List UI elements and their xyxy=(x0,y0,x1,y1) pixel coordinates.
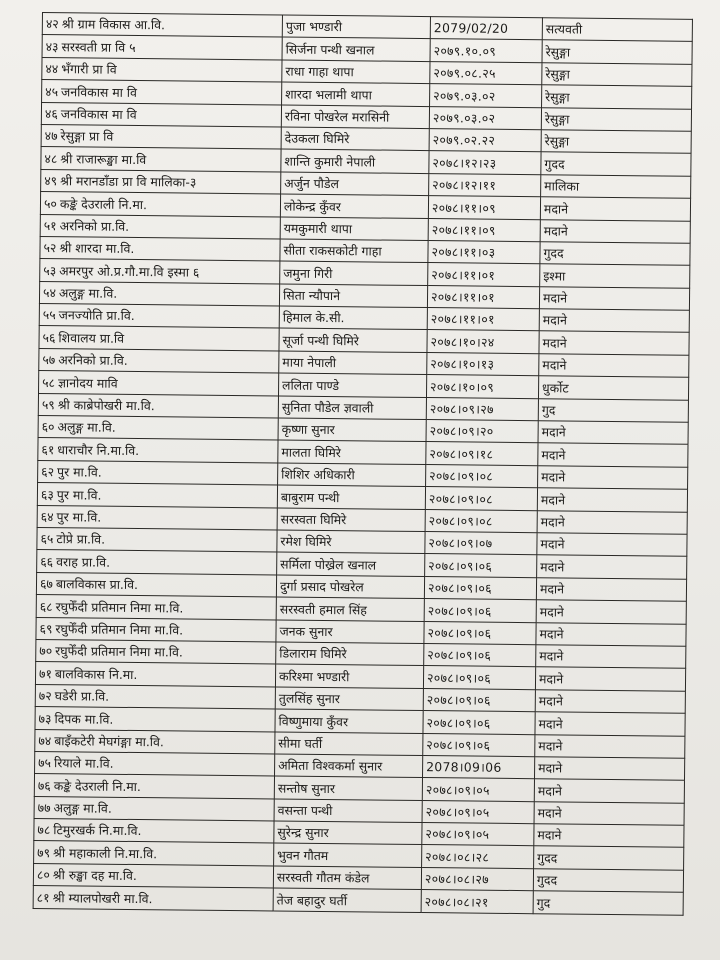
teacher-name: सन्तोष सुनार xyxy=(274,776,422,800)
school-cell xyxy=(39,326,279,351)
school-name: सरस्वती प्रा वि ५ xyxy=(61,38,136,55)
serial-number: ४५ xyxy=(45,83,59,99)
serial-number: ६४ xyxy=(40,508,54,525)
serial-number: ६३ xyxy=(40,486,54,502)
teacher-name: सर्मिला पोख्रेल खनाल xyxy=(277,552,425,576)
school-name: अरनिको प्रा.वि. xyxy=(59,218,130,234)
teacher-name: सिता न्यौपाने xyxy=(279,284,427,308)
teacher-name: राधा गाहा थापा xyxy=(282,60,430,84)
teacher-name: तुलसिंह सुनार xyxy=(275,687,423,711)
location: मदाने xyxy=(537,533,687,557)
appointment-date: २०७८।११।०९ xyxy=(428,196,540,220)
school-name: अमरपुर ओ.प्र.गौ.मा.वि इस्मा ६ xyxy=(59,262,200,280)
school-cell xyxy=(36,639,276,664)
appointment-date: २०७८।०९।०६ xyxy=(423,711,535,735)
serial-number: ४९ xyxy=(44,173,58,189)
school-name: श्री रुङ्खा दह मा.वि. xyxy=(52,867,137,884)
location: रेसुङ्गा xyxy=(541,107,691,131)
school-name: श्री शारदा मा.वि. xyxy=(59,240,135,257)
school-cell xyxy=(37,505,277,530)
appointment-date: २०७९.०३.०२ xyxy=(429,106,541,130)
school-cell xyxy=(39,348,279,373)
school-cell xyxy=(38,438,278,463)
teacher-name: पुजा भण्डारी xyxy=(282,15,430,39)
school-name: श्री ग्राम विकास आ.वि. xyxy=(61,16,166,33)
appointment-date: २०७९.१०.०९ xyxy=(430,39,542,63)
serial-number: ८१ xyxy=(36,889,50,905)
school-cell xyxy=(37,483,277,508)
appointment-date: २०७८।०९।०५ xyxy=(422,823,534,847)
school-cell xyxy=(41,124,281,149)
teacher-name: सरस्वती हमाल सिंह xyxy=(276,597,424,621)
teacher-name: हिमाल के.सी. xyxy=(279,306,427,330)
school-name: अलुङ्ग मा.वि. xyxy=(57,419,116,436)
teacher-name: रविना पोखरेल मरासिनी xyxy=(281,105,429,129)
appointment-date: २०७८।०९।२० xyxy=(426,420,538,444)
appointment-date: २०७८।०८।२८ xyxy=(422,845,534,869)
school-name: पुर मा.वि. xyxy=(56,464,102,480)
school-cell xyxy=(34,774,274,799)
serial-number: ७२ xyxy=(38,688,52,704)
school-name: कङ्के देउराली नि.मा. xyxy=(59,195,148,212)
serial-number: ५७ xyxy=(42,352,56,368)
teacher-name: वसन्ता पन्थी xyxy=(274,799,422,823)
appointment-date: २०७८।०९।०६ xyxy=(423,688,535,712)
school-cell xyxy=(42,35,282,60)
location: इश्मा xyxy=(540,264,690,288)
school-name: रेसुङ्गा प्रा वि xyxy=(60,128,114,145)
serial-number: ६५ xyxy=(40,531,54,547)
teacher-name: माया नेपाली xyxy=(279,351,427,375)
serial-number: ५० xyxy=(43,195,57,211)
teacher-name: सीता राकसकोटी गाहा xyxy=(280,239,428,263)
appointment-date: २०७८।०९।०६ xyxy=(424,621,536,645)
school-cell xyxy=(36,595,276,620)
school-name: रियाले मा.वि. xyxy=(53,755,114,772)
serial-number: ७७ xyxy=(37,800,51,816)
location: रेसुङ्गा xyxy=(542,63,692,87)
serial-number: ७३ xyxy=(38,710,52,726)
serial-number: ६८ xyxy=(39,598,53,614)
location: मदाने xyxy=(539,309,689,333)
teacher-roster-page xyxy=(33,12,692,915)
school-name: रघुफेँदी प्रतिमान निमा मा.वि. xyxy=(55,598,184,616)
location: रेसुङ्गा xyxy=(542,40,692,64)
school-name: पुर मा.वि. xyxy=(56,486,102,503)
appointment-date: २०७८।०९।०६ xyxy=(424,599,536,623)
location: गुद xyxy=(538,398,688,422)
school-cell xyxy=(35,662,275,687)
school-name: टिमुरखर्क नि.मा.वि. xyxy=(53,822,142,839)
school-cell xyxy=(41,147,281,172)
appointment-date: २०७८।१०।२४ xyxy=(427,330,539,354)
school-cell xyxy=(41,169,281,194)
school-name: टोप्रे प्रा.वि. xyxy=(56,531,106,548)
appointment-date: २०७८।०९।०८ xyxy=(425,509,537,533)
teacher-name: विष्णुमाया कुँवर xyxy=(275,709,423,733)
serial-number: ७६ xyxy=(37,777,51,793)
school-name: रघुफेँदी प्रतिमान निमा मा.वि. xyxy=(55,621,184,638)
location: मदाने xyxy=(539,354,689,378)
teacher-name: सरस्वता घिमिरे xyxy=(277,508,425,532)
location: मदाने xyxy=(539,286,689,310)
serial-number: ५५ xyxy=(42,307,56,323)
serial-number: ७५ xyxy=(38,755,52,771)
location: मदाने xyxy=(534,824,684,848)
school-name: श्री महाकाली नि.मा.वि. xyxy=(53,845,158,862)
appointment-date: २०७८।०९।०६ xyxy=(424,643,536,667)
location: मदाने xyxy=(538,443,688,467)
appointment-date: २०७८।०९।१८ xyxy=(426,442,538,466)
location: मदाने xyxy=(536,600,686,624)
serial-number: ६० xyxy=(41,419,55,435)
location: मदाने xyxy=(535,734,685,758)
appointment-date: २०७८।०९।०६ xyxy=(424,576,536,600)
location: गुदद xyxy=(541,152,691,176)
appointment-date: २०७८।०८।२७ xyxy=(421,867,533,891)
school-name: कङ्के देउराली नि.मा. xyxy=(53,777,141,794)
roster-body xyxy=(33,13,692,915)
location: गुदद xyxy=(540,242,690,266)
serial-number: ५२ xyxy=(43,240,57,256)
teacher-name: शारदा भलामी थापा xyxy=(282,82,430,106)
teacher-name: डिलाराम घिमिरे xyxy=(276,642,424,666)
location: मालिका xyxy=(541,174,691,198)
location: गुदद xyxy=(533,869,683,893)
appointment-date: 2079/02/20 xyxy=(430,17,542,41)
serial-number: ६२ xyxy=(41,464,55,480)
school-cell xyxy=(39,281,279,306)
teacher-name: शिशिर अधिकारी xyxy=(278,463,426,487)
school-name: शिवालय प्रा.वि xyxy=(58,330,125,346)
school-cell xyxy=(39,371,279,396)
location: धुर्कोट xyxy=(538,376,688,400)
appointment-date: २०७८।०९।०८ xyxy=(425,487,537,511)
school-name: अलुङ्ग मा.वि. xyxy=(58,285,118,301)
appointment-date: २०७९.०२.२२ xyxy=(429,129,541,153)
serial-number: ४८ xyxy=(44,150,58,166)
location: मदाने xyxy=(538,421,688,445)
appointment-date: २०७९.०३.०२ xyxy=(430,84,542,108)
location: मदाने xyxy=(534,757,684,781)
school-cell xyxy=(33,863,273,888)
school-cell xyxy=(40,192,280,217)
teacher-name: बाबुराम पन्थी xyxy=(277,485,425,509)
appointment-date: २०७८।०९।०७ xyxy=(425,532,537,556)
serial-number: ८० xyxy=(36,867,50,883)
school-cell xyxy=(40,236,280,261)
school-cell xyxy=(42,13,282,38)
location: रेसुङ्गा xyxy=(542,85,692,109)
school-cell xyxy=(35,729,275,754)
school-cell xyxy=(37,550,277,575)
school-cell xyxy=(42,57,282,82)
serial-number: ६९ xyxy=(39,620,53,637)
serial-number: ४३ xyxy=(45,38,59,54)
appointment-date: 2078।09।06 xyxy=(423,755,535,779)
school-name: रघुफेँदी प्रतिमान निमा मा.वि. xyxy=(55,643,183,660)
teacher-name: सरस्वती गौतम कंडेल xyxy=(273,866,421,890)
appointment-date: २०७८।०९।०५ xyxy=(422,778,534,802)
appointment-date: २०७८।०९।०५ xyxy=(422,800,534,824)
serial-number: ७९ xyxy=(37,844,51,860)
location: रेसुङ्गा xyxy=(541,130,691,154)
school-name: पुर मा.वि. xyxy=(56,509,102,525)
teacher-name: शान्ति कुमारी नेपाली xyxy=(281,149,429,173)
location: मदाने xyxy=(536,645,686,669)
location: मदाने xyxy=(535,667,685,691)
school-name: बालविकास प्रा.वि. xyxy=(55,576,139,593)
serial-number: ५६ xyxy=(42,329,56,346)
appointment-date: २०७८।०९।०६ xyxy=(425,554,537,578)
serial-number: ५१ xyxy=(43,217,57,234)
appointment-date: २०७८।११।०१ xyxy=(427,308,539,332)
school-name: बालविकास नि.मा. xyxy=(54,665,138,682)
teacher-name: यमकुमारी थापा xyxy=(280,217,428,241)
teacher-name: अर्जुन पौडेल xyxy=(281,172,429,196)
appointment-date: २०७८।११।०१ xyxy=(428,263,540,287)
serial-number: ५३ xyxy=(43,262,57,278)
school-name: श्री राजारूङ्खा मा.वि xyxy=(60,150,147,167)
appointment-date: २०७८।१०।१३ xyxy=(427,352,539,376)
school-name: दिपक मा.वि. xyxy=(54,710,114,727)
serial-number: ७१ xyxy=(38,665,53,681)
school-name: बाइँकटेरी मेघगंङ्गा मा.वि. xyxy=(54,733,164,750)
serial-number: ७० xyxy=(39,643,53,659)
school-cell xyxy=(36,572,276,597)
appointment-date: २०७८।०८।२१ xyxy=(421,890,533,914)
teacher-name: लोकेन्द्र कुँवर xyxy=(280,194,428,218)
school-name: अलुङ्ग मा.वि. xyxy=(53,800,112,816)
school-cell xyxy=(38,460,278,485)
serial-number: ५४ xyxy=(42,285,57,301)
school-cell xyxy=(34,796,274,821)
school-cell xyxy=(40,259,280,284)
serial-number: ४४ xyxy=(45,61,59,77)
school-cell xyxy=(35,751,275,776)
serial-number: ५९ xyxy=(41,397,55,413)
location: मदाने xyxy=(536,622,686,646)
location: मदाने xyxy=(540,197,690,221)
serial-number: ४७ xyxy=(44,128,58,144)
teacher-name: जनक सुनार xyxy=(276,620,424,644)
school-cell xyxy=(33,886,273,911)
serial-number: ७८ xyxy=(37,822,51,838)
location: मदाने xyxy=(537,555,687,579)
location: मदाने xyxy=(536,577,686,601)
school-cell xyxy=(34,841,274,866)
appointment-date: २०७८।११।०३ xyxy=(428,240,540,264)
school-cell xyxy=(40,214,280,239)
location: मदाने xyxy=(535,712,685,736)
appointment-date: २०७८।०९।२७ xyxy=(426,397,538,421)
teacher-name: ललिता पाण्डे xyxy=(278,373,426,397)
school-name: अरनिको प्रा.वि. xyxy=(58,352,128,369)
school-cell xyxy=(36,617,276,642)
school-name: धाराचौर नि.मा.वि. xyxy=(57,441,140,458)
teacher-roster-table xyxy=(33,12,693,915)
school-name: घडेरी प्रा.वि. xyxy=(54,688,110,704)
teacher-name: करिश्मा भण्डारी xyxy=(275,664,423,688)
location: मदाने xyxy=(539,331,689,355)
appointment-date: २०७८।१०।०९ xyxy=(426,375,538,399)
school-cell xyxy=(38,393,278,418)
school-cell xyxy=(42,80,282,105)
teacher-name: सुरेन्द्र सुनार xyxy=(274,821,422,845)
appointment-date: २०७८।११।०९ xyxy=(428,218,540,242)
appointment-date: २०७८।१२।११ xyxy=(429,173,541,197)
teacher-name: देउकला घिमिरे xyxy=(281,127,429,151)
location: मदाने xyxy=(535,689,685,713)
appointment-date: २०७८।०९।०८ xyxy=(426,464,538,488)
serial-number: ७४ xyxy=(38,732,52,749)
serial-number: ५८ xyxy=(42,374,56,390)
school-name: जनविकास मा वि xyxy=(60,83,138,100)
serial-number: ४६ xyxy=(44,105,58,122)
teacher-name: दुर्गा प्रसाद पोखरेल xyxy=(276,575,424,599)
location: मदाने xyxy=(540,219,690,243)
school-name: वराह प्रा.वि. xyxy=(56,553,111,570)
serial-number: ६७ xyxy=(39,576,53,592)
school-cell xyxy=(34,819,274,844)
location: गुदद xyxy=(534,846,684,870)
school-cell xyxy=(37,527,277,552)
teacher-name: भुवन गौतम xyxy=(274,843,422,867)
appointment-date: २०७८।०९।०६ xyxy=(423,733,535,757)
school-name: भँगारी प्रा वि xyxy=(61,61,117,77)
appointment-date: २०७८।१२।२३ xyxy=(429,151,541,175)
teacher-name: तेज बहादुर घर्ती xyxy=(273,888,421,912)
teacher-name: सूर्जा पन्थी घिमिरे xyxy=(279,328,427,352)
school-cell xyxy=(38,416,278,441)
serial-number: ६१ xyxy=(41,441,55,457)
location: मदाने xyxy=(538,466,688,490)
location: सत्यवती xyxy=(542,18,692,42)
teacher-name: सुनिता पौडेल ज्ञवाली xyxy=(278,396,426,420)
teacher-name: कृष्णा सुनार xyxy=(278,418,426,442)
school-cell xyxy=(39,304,279,329)
school-name: श्री मरानडाँडा प्रा वि मालिका-३ xyxy=(60,173,197,190)
school-cell xyxy=(41,102,281,127)
school-name: जनविकास मा वि xyxy=(60,106,137,122)
appointment-date: २०७८।११।०१ xyxy=(427,285,539,309)
school-name: श्री काब्रेपोखरी मा.वि. xyxy=(57,397,155,414)
school-name: श्री म्यालपोखरी मा.वि. xyxy=(52,889,153,906)
location: मदाने xyxy=(534,801,684,825)
teacher-name: जमुना गिरी xyxy=(280,261,428,285)
school-name: ज्ञानोदय मावि xyxy=(57,374,118,391)
teacher-name: मालता घिमिरे xyxy=(278,440,426,464)
location: गुद xyxy=(533,891,683,915)
school-cell xyxy=(35,707,275,732)
appointment-date: २०७९.०८.२५ xyxy=(430,61,542,85)
teacher-name: अमिता विश्वकर्मा सुनार xyxy=(275,754,423,778)
teacher-name: सीमा घर्ती xyxy=(275,731,423,755)
location: मदाने xyxy=(537,510,687,534)
location: मदाने xyxy=(534,779,684,803)
teacher-name: सिर्जना पन्थी खनाल xyxy=(282,37,430,61)
school-cell xyxy=(35,684,275,709)
serial-number: ६६ xyxy=(40,553,54,569)
teacher-name: रमेश घिमिरे xyxy=(277,530,425,554)
school-name: जनज्योति प्रा.वि. xyxy=(58,307,135,324)
location: मदाने xyxy=(537,488,687,512)
serial-number: ४२ xyxy=(45,16,59,32)
appointment-date: २०७८।०९।०६ xyxy=(423,666,535,690)
